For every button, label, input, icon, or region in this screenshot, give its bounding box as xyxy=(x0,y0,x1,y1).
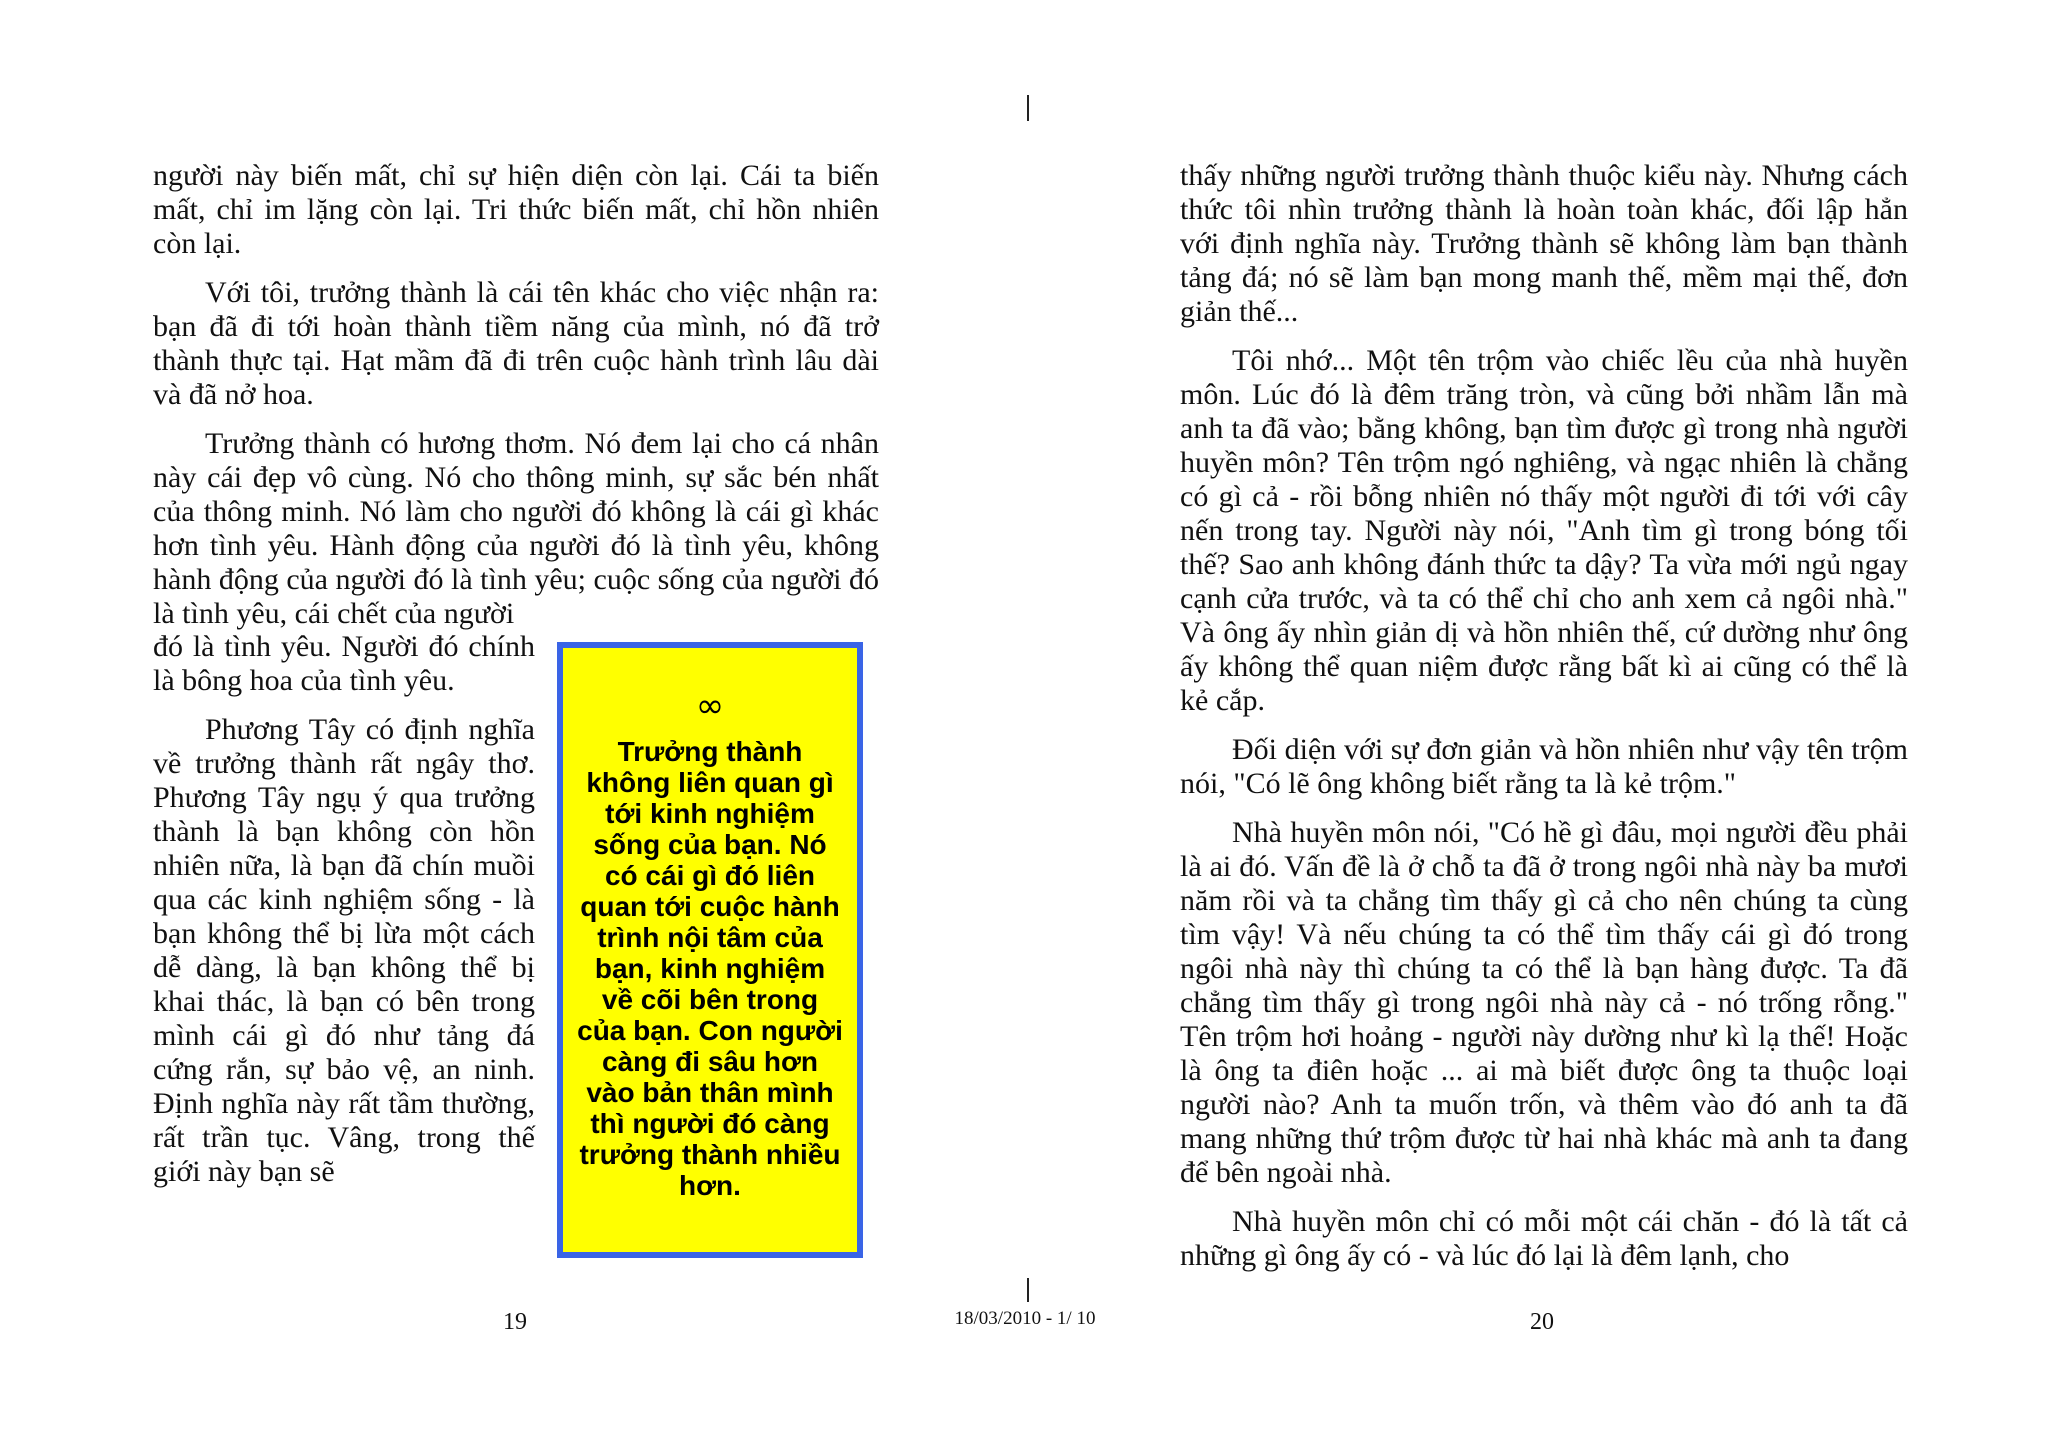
left-narrow-paragraph-2: Phương Tây có định nghĩa về trưởng thành rất ngây thơ. Phương Tây ngụ ý qua trưởng thành là bạn không còn hồn nhiên nữa, là bạn đã chín muồi qua các kinh nghiệm sống - là bạn không thể bị lừa một cách dễ dàng, là bạn không thể bị khai thác, là bạn có bên trong mình cái gì đó như tảng đá cứng rắn, sự bảo vệ, an ninh. Định nghĩa này rất tầm thường, rất trần tục. Vâng, trong thế giới này bạn sẽ xyxy=(153,713,535,1188)
ornament-icon: ∞ xyxy=(695,686,725,726)
right-page-number: 20 xyxy=(1530,1309,1554,1335)
left-page-wrapped-text xyxy=(153,630,535,1204)
right-paragraph-4: Nhà huyền môn nói, "Có hề gì đâu, mọi người đều phải là ai đó. Vấn đề là ở chỗ ta đã ở trong ngôi nhà này ba mươi năm rồi và ta chẳng tìm thấy gì cả cho nên chúng ta cùng tìm vậy! Và nếu chúng ta có thể tìm thấy cái gì đó trong ngôi nhà này thì chúng ta có thể là bạn hàng được. Ta đã chẳng tìm thấy gì trong ngôi nhà này cả - nó trống rỗng." Tên trộm hơi hoảng - người này dường như kì lạ thế! Hoặc là ông ta điên hoặc ... ai mà biết được ông ta thuộc loại người nào? Anh ta muốn trốn, và thêm vào đó anh ta đã mang những thứ trộm được từ hai nhà khác mà anh ta đang để bên ngoài nhà. xyxy=(1180,816,1908,1189)
top-fold-mark xyxy=(1027,95,1029,121)
left-paragraph-1: người này biến mất, chỉ sự hiện diện còn lại. Cái ta biến mất, chỉ im lặng còn lại. Tri thức biến mất, chỉ hồn nhiên còn lại. xyxy=(153,159,879,260)
bottom-fold-mark xyxy=(1027,1278,1029,1302)
left-narrow-paragraph-1: đó là tình yêu. Người đó chính là bông hoa của tình yêu. xyxy=(153,630,535,697)
left-page-number: 19 xyxy=(503,1309,527,1335)
right-paragraph-2: Tôi nhớ... Một tên trộm vào chiếc lều của nhà huyền môn. Lúc đó là đêm trăng tròn, và cũng bởi nhầm lẫn mà anh ta đã vào; bằng không, bạn tìm được gì trong nhà người huyền môn? Tên trộm ngó nghiêng, và ngạc nhiên là chẳng có gì cả - rồi bỗng nhiên nó thấy một người đi tới với cây nến trong tay. Người này nói, "Anh tìm gì trong bóng tối thế? Sao anh không đánh thức ta dậy? Ta vừa mới ngủ ngay cạnh cửa trước, và ta có thể chỉ cho anh xem cả ngôi nhà." Và ông ấy nhìn giản dị và hồn nhiên thế, cứ dường như ông ấy không thể quan niệm được rằng bất kì ai cũng có thể là kẻ cắp. xyxy=(1180,344,1908,717)
right-page-body xyxy=(1180,159,1908,1288)
pull-quote-text: Trưởng thành không liên quan gì tới kinh nghiệm sống của bạn. Nó có cái gì đó liên quan tới cuộc hành trình nội tâm của bạn, kinh nghiệm về cõi bên trong của bạn. Con người càng đi sâu hơn vào bản thân mình thì người đó càng trưởng thành nhiều hơn. xyxy=(577,736,843,1201)
right-paragraph-1: thấy những người trưởng thành thuộc kiểu này. Nhưng cách thức tôi nhìn trưởng thành là hoàn toàn khác, đối lập hẳn với định nghĩa này. Trưởng thành sẽ không làm bạn thành tảng đá; nó sẽ làm bạn mong manh thế, mềm mại thế, đơn giản thế... xyxy=(1180,159,1908,328)
pull-quote-box xyxy=(557,642,863,1258)
right-paragraph-3: Đối diện với sự đơn giản và hồn nhiên như vậy tên trộm nói, "Có lẽ ông không biết rằng ta là kẻ trộm." xyxy=(1180,733,1908,800)
left-page-body xyxy=(153,159,879,646)
right-paragraph-5: Nhà huyền môn chỉ có mỗi một cái chăn - đó là tất cả những gì ông ấy có - và lúc đó lại là đêm lạnh, cho xyxy=(1180,1205,1908,1272)
left-paragraph-2: Với tôi, trưởng thành là cái tên khác cho việc nhận ra: bạn đã đi tới hoàn thành tiềm năng của mình, nó đã trở thành thực tại. Hạt mầm đã đi trên cuộc hành trình lâu dài và đã nở hoa. xyxy=(153,276,879,411)
left-paragraph-3: Trưởng thành có hương thơm. Nó đem lại cho cá nhân này cái đẹp vô cùng. Nó cho thông minh, sự sắc bén nhất của thông minh. Nó làm cho người đó không là cái gì khác hơn tình yêu. Hành động của người đó là tình yêu, không hành động của người đó là tình yêu; cuộc sống của người đó là tình yêu, cái chết của người xyxy=(153,427,879,630)
print-date-footer: 18/03/2010 - 1/ 10 xyxy=(954,1308,1096,1329)
